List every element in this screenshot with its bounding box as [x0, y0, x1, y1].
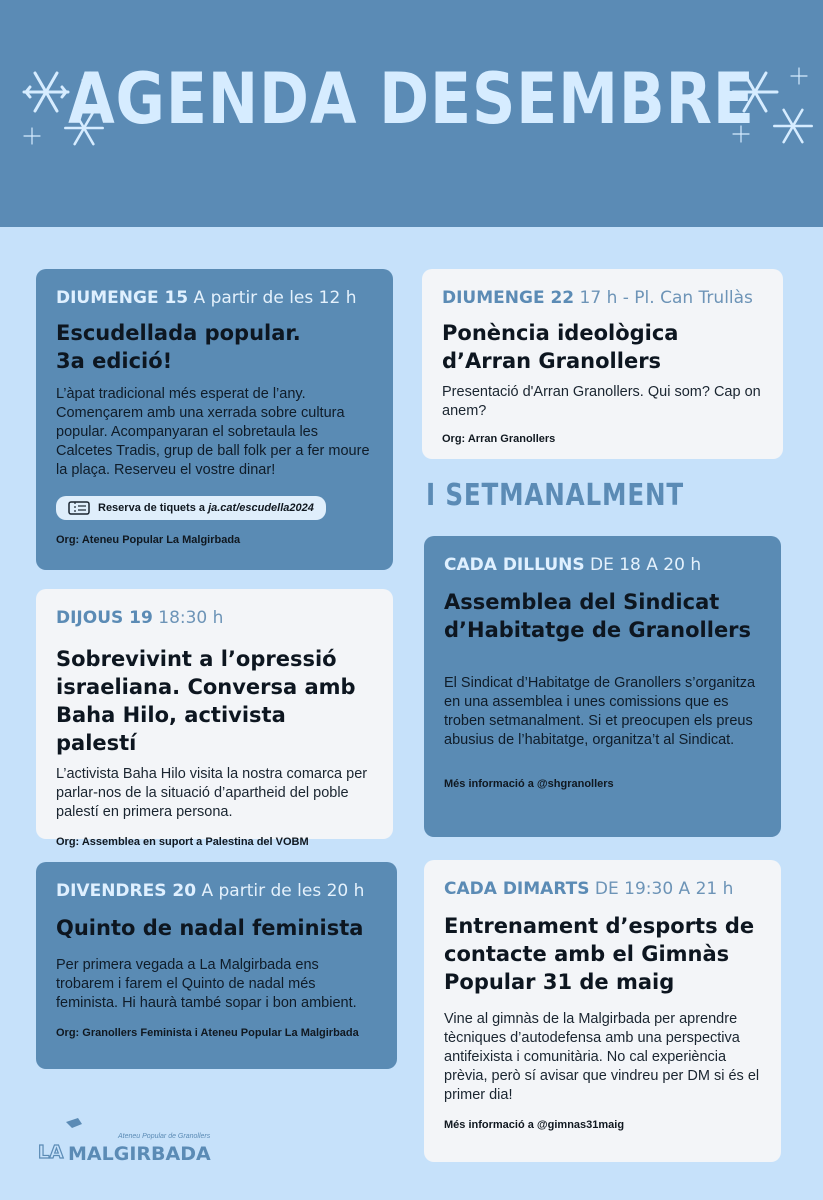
event-title: Assemblea del Sindicat d’Habitatge de Granollers: [444, 590, 752, 642]
malgirbada-logo: [38, 1118, 238, 1172]
event-title: Sobrevivint a l’opressió israeliana. Conversa amb Baha Hilo, activista palestí: [56, 647, 356, 755]
event-time: 17 h - Pl. Can Trullàs: [579, 288, 753, 308]
page-title: AGENDA DESEMBRE: [68, 58, 755, 140]
event-organizer: Org: Arran Granollers: [442, 433, 556, 445]
logo-small-text: Ateneu Popular de Granollers: [118, 1133, 211, 1140]
event-day: CADA DIMARTS: [444, 879, 590, 899]
section-title-weekly: I SETMANALMENT: [426, 478, 684, 513]
event-organizer: Org: Ateneu Popular La Malgirbada: [56, 534, 241, 546]
event-date: [444, 554, 761, 576]
event-time: A partir de les 12 h: [193, 288, 357, 308]
event-day: DIUMENGE 22: [442, 288, 575, 308]
event-card-escudellada: [36, 269, 393, 570]
event-description: Vine al gimnàs de la Malgirbada per aprendre tècniques d’autodefensa amb una perspectiva antifeixista i comunitària. No cal experiència prèvia, però sí avisar que vindreu per DM si és el primer dia!: [444, 1011, 760, 1103]
event-date: [56, 880, 377, 902]
event-card-quinto: [36, 862, 397, 1069]
ticket-url[interactable]: ja.cat/escudella2024: [208, 502, 314, 514]
event-date: [444, 878, 761, 900]
event-organizer: Org: Assemblea en suport a Palestina del VOBM: [56, 836, 309, 848]
event-date: [56, 607, 373, 629]
event-time: DE 18 A 20 h: [590, 555, 702, 575]
ticket-icon: [68, 500, 90, 516]
event-description: L’activista Baha Hilo visita la nostra comarca per parlar-nos de la situació d’apartheid del poble palestí en primera persona.: [56, 766, 368, 820]
event-description: El Sindicat d’Habitatge de Granollers s’organitza en una assemblea i unes comissions que es troben setmanalment. Si et preocupen els preus abusius de l’habitatge, organitza’t al Sindicat.: [444, 675, 756, 748]
event-day: DIVENDRES 20: [56, 881, 197, 901]
header-banner: [0, 0, 823, 227]
event-title: Ponència ideològica d’Arran Granollers: [442, 321, 679, 373]
event-day: DIJOUS 19: [56, 608, 153, 628]
malgirbada-logo-icon: [38, 1118, 238, 1168]
event-day: CADA DILLUNS: [444, 555, 585, 575]
event-time: DE 19:30 A 21 h: [594, 879, 734, 899]
event-description: Per primera vegada a La Malgirbada ens trobarem i farem el Quinto de nadal més feminista. Hi haurà també sopar i bon ambient.: [56, 957, 357, 1011]
event-title: Quinto de nadal feminista: [56, 916, 364, 940]
event-info-link[interactable]: Més informació a @gimnas31maig: [444, 1119, 625, 1131]
event-card-palestina: [36, 589, 393, 848]
event-description: Presentació d'Arran Granollers. Qui som? Cap on anem?: [442, 384, 761, 419]
event-time: 18:30 h: [158, 608, 224, 628]
ticket-prefix: Reserva de tiquets a: [98, 502, 205, 514]
logo-name: MALGIRBADA: [68, 1143, 211, 1165]
weekly-card-gimnas: [424, 860, 781, 1162]
event-title: Entrenament d’esports de contacte amb el Gimnàs Popular 31 de maig: [444, 914, 755, 994]
event-title-line: 3a edició!: [56, 349, 173, 373]
event-organizer: Org: Granollers Feminista i Ateneu Popular La Malgirbada: [56, 1027, 359, 1039]
event-time: A partir de les 20 h: [201, 881, 365, 901]
weekly-card-sindicat: [424, 536, 781, 837]
event-date: [56, 287, 373, 309]
event-description: L’àpat tradicional més esperat de l’any. Començarem amb una xerrada sobre cultura popular. Acompanyaran el sobretaula les Calcetes Tradis, grup de ball folk per a fer moure la plaça. Reserveu el vostre dinar!: [56, 386, 370, 478]
event-card-ponencia: [422, 269, 783, 459]
event-title: [56, 319, 373, 375]
ticket-reservation-link[interactable]: [56, 496, 326, 520]
event-day: DIUMENGE 15: [56, 288, 189, 308]
event-date: [442, 287, 763, 309]
logo-la: LA: [38, 1142, 64, 1163]
event-info-link[interactable]: Més informació a @shgranollers: [444, 778, 614, 790]
event-title-line: Escudellada popular.: [56, 321, 301, 345]
